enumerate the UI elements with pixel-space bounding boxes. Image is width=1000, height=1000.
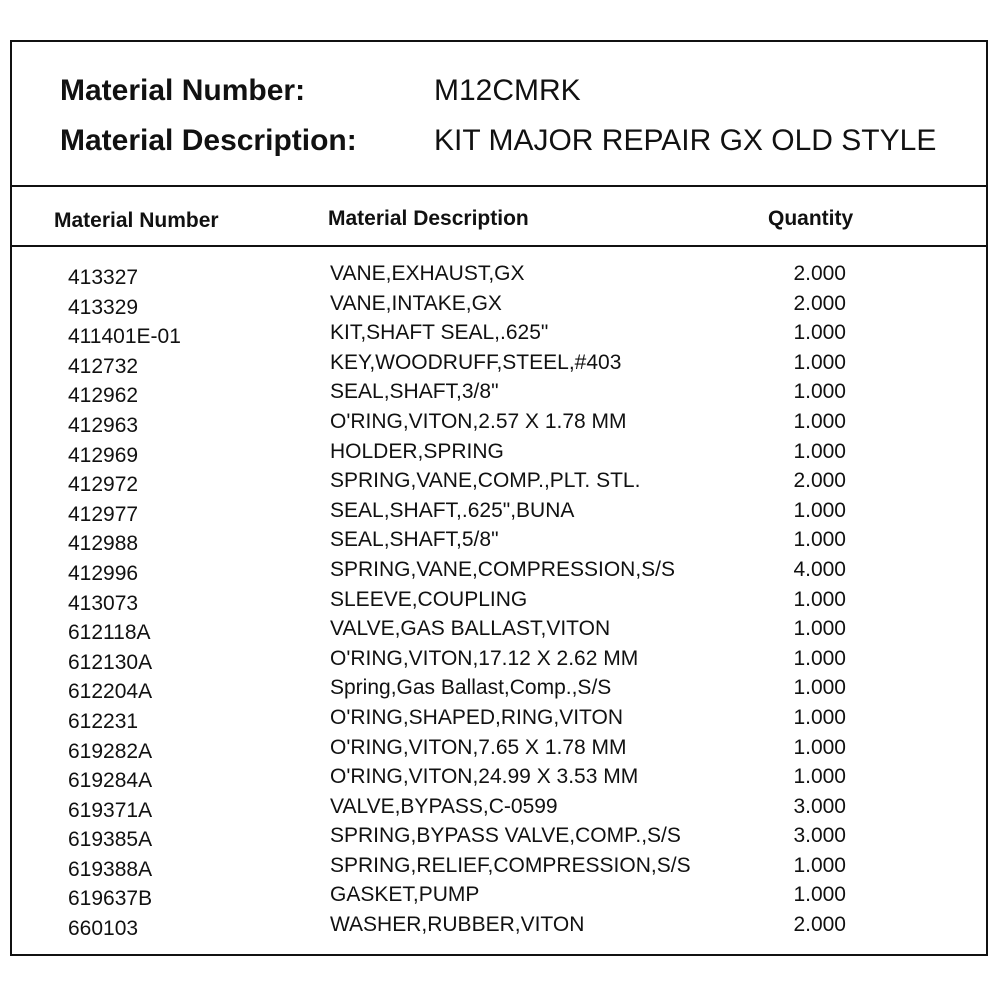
table-row bbox=[12, 588, 986, 618]
part-quantity-cell: 2.000 bbox=[793, 913, 846, 937]
table-row bbox=[12, 913, 986, 943]
part-quantity-cell: 3.000 bbox=[793, 824, 846, 848]
part-description-cell: SPRING,RELIEF,COMPRESSION,S/S bbox=[330, 853, 691, 877]
table-row bbox=[12, 765, 986, 795]
part-quantity-cell: 1.000 bbox=[793, 883, 846, 907]
material-description-value: KIT MAJOR REPAIR GX OLD STYLE bbox=[434, 124, 937, 157]
table-row bbox=[12, 647, 986, 677]
part-number-cell: 412963 bbox=[68, 413, 139, 437]
part-number-cell: 619385A bbox=[68, 828, 153, 852]
table-row bbox=[12, 469, 986, 499]
part-description-cell: GASKET,PUMP bbox=[330, 883, 480, 907]
table-row bbox=[12, 706, 986, 736]
part-quantity-cell: 1.000 bbox=[793, 587, 846, 611]
part-quantity-cell: 1.000 bbox=[793, 409, 846, 433]
table-row bbox=[12, 351, 986, 381]
part-quantity-cell: 1.000 bbox=[793, 528, 846, 552]
part-number-cell: 612204A bbox=[68, 680, 153, 704]
part-quantity-cell: 1.000 bbox=[793, 853, 846, 877]
material-number-value: M12CMRK bbox=[434, 74, 581, 107]
material-description-label: Material Description: bbox=[60, 124, 357, 157]
part-number-cell: 411401E-01 bbox=[68, 325, 181, 349]
material-description-row bbox=[60, 124, 937, 158]
part-quantity-cell: 1.000 bbox=[793, 705, 846, 729]
table-row bbox=[12, 321, 986, 351]
part-quantity-cell: 2.000 bbox=[793, 262, 846, 285]
part-quantity-cell: 1.000 bbox=[793, 498, 846, 522]
part-description-cell: SPRING,BYPASS VALVE,COMP.,S/S bbox=[330, 824, 681, 848]
part-quantity-cell: 2.000 bbox=[793, 291, 846, 315]
part-number-cell: 413329 bbox=[68, 295, 139, 319]
table-row bbox=[12, 617, 986, 647]
document-header bbox=[12, 42, 986, 187]
table-row bbox=[12, 262, 986, 292]
part-description-cell: SEAL,SHAFT,.625",BUNA bbox=[330, 498, 575, 522]
part-number-cell: 619284A bbox=[68, 769, 153, 793]
part-number-cell: 660103 bbox=[68, 917, 139, 941]
part-quantity-cell: 1.000 bbox=[793, 765, 846, 789]
part-description-cell: WASHER,RUBBER,VITON bbox=[330, 913, 585, 937]
part-description-cell: O'RING,VITON,17.12 X 2.62 MM bbox=[330, 646, 639, 670]
part-number-cell: 612118A bbox=[68, 621, 151, 645]
part-description-cell: Spring,Gas Ballast,Comp.,S/S bbox=[330, 676, 612, 700]
part-description-cell: KIT,SHAFT SEAL,.625" bbox=[330, 321, 549, 345]
part-quantity-cell: 1.000 bbox=[793, 321, 846, 345]
part-quantity-cell: 1.000 bbox=[793, 380, 846, 404]
part-number-cell: 612231 bbox=[68, 709, 139, 733]
part-number-cell: 612130A bbox=[68, 650, 153, 674]
table-row bbox=[12, 528, 986, 558]
part-number-cell: 413073 bbox=[68, 591, 139, 615]
part-number-cell: 619388A bbox=[68, 857, 153, 881]
table-header bbox=[12, 187, 986, 247]
table-row bbox=[12, 795, 986, 825]
part-description-cell: O'RING,VITON,7.65 X 1.78 MM bbox=[330, 735, 627, 759]
column-header-description: Material Description bbox=[328, 207, 529, 230]
part-number-cell: 619637B bbox=[68, 887, 153, 911]
table-row bbox=[12, 410, 986, 440]
table-row bbox=[12, 558, 986, 588]
part-description-cell: VANE,INTAKE,GX bbox=[330, 291, 502, 315]
part-number-cell: 619282A bbox=[68, 739, 153, 763]
part-description-cell: VALVE,GAS BALLAST,VITON bbox=[330, 617, 611, 641]
part-number-cell: 619371A bbox=[68, 798, 153, 822]
part-quantity-cell: 2.000 bbox=[793, 469, 846, 493]
part-quantity-cell: 4.000 bbox=[793, 557, 846, 581]
part-quantity-cell: 1.000 bbox=[793, 617, 846, 641]
table-row bbox=[12, 883, 986, 913]
table-row bbox=[12, 440, 986, 470]
table-row bbox=[12, 292, 986, 322]
material-number-row bbox=[60, 74, 581, 108]
part-number-cell: 412972 bbox=[68, 473, 139, 497]
parts-table-body bbox=[12, 262, 986, 943]
part-quantity-cell: 1.000 bbox=[793, 646, 846, 670]
part-number-cell: 412996 bbox=[68, 561, 139, 585]
table-row bbox=[12, 824, 986, 854]
material-number-label: Material Number: bbox=[60, 74, 306, 107]
table-row bbox=[12, 380, 986, 410]
part-description-cell: SEAL,SHAFT,5/8" bbox=[330, 528, 499, 552]
part-number-cell: 412988 bbox=[68, 532, 139, 556]
part-quantity-cell: 1.000 bbox=[793, 676, 846, 700]
part-number-cell: 412732 bbox=[68, 354, 139, 378]
part-description-cell: O'RING,VITON,24.99 X 3.53 MM bbox=[330, 765, 639, 789]
part-description-cell: SPRING,VANE,COMP.,PLT. STL. bbox=[330, 469, 641, 493]
part-description-cell: O'RING,VITON,2.57 X 1.78 MM bbox=[330, 409, 627, 433]
part-description-cell: SEAL,SHAFT,3/8" bbox=[330, 380, 499, 404]
part-quantity-cell: 1.000 bbox=[793, 439, 846, 463]
column-header-number: Material Number bbox=[54, 209, 219, 232]
table-row bbox=[12, 499, 986, 529]
part-description-cell: KEY,WOODRUFF,STEEL,#403 bbox=[330, 350, 622, 374]
part-number-cell: 412962 bbox=[68, 384, 139, 408]
part-description-cell: SPRING,VANE,COMPRESSION,S/S bbox=[330, 557, 676, 581]
part-number-cell: 412977 bbox=[68, 502, 139, 526]
table-row bbox=[12, 736, 986, 766]
part-description-cell: VALVE,BYPASS,C-0599 bbox=[330, 794, 558, 818]
part-description-cell: VANE,EXHAUST,GX bbox=[330, 262, 525, 285]
part-number-cell: 412969 bbox=[68, 443, 139, 467]
table-row bbox=[12, 854, 986, 884]
table-row bbox=[12, 676, 986, 706]
column-header-quantity: Quantity bbox=[768, 207, 854, 230]
part-description-cell: O'RING,SHAPED,RING,VITON bbox=[330, 705, 623, 729]
part-quantity-cell: 1.000 bbox=[793, 735, 846, 759]
document-frame bbox=[10, 40, 988, 956]
part-description-cell: SLEEVE,COUPLING bbox=[330, 587, 528, 611]
part-number-cell: 413327 bbox=[68, 266, 139, 289]
part-quantity-cell: 1.000 bbox=[793, 350, 846, 374]
part-description-cell: HOLDER,SPRING bbox=[330, 439, 504, 463]
part-quantity-cell: 3.000 bbox=[793, 794, 846, 818]
